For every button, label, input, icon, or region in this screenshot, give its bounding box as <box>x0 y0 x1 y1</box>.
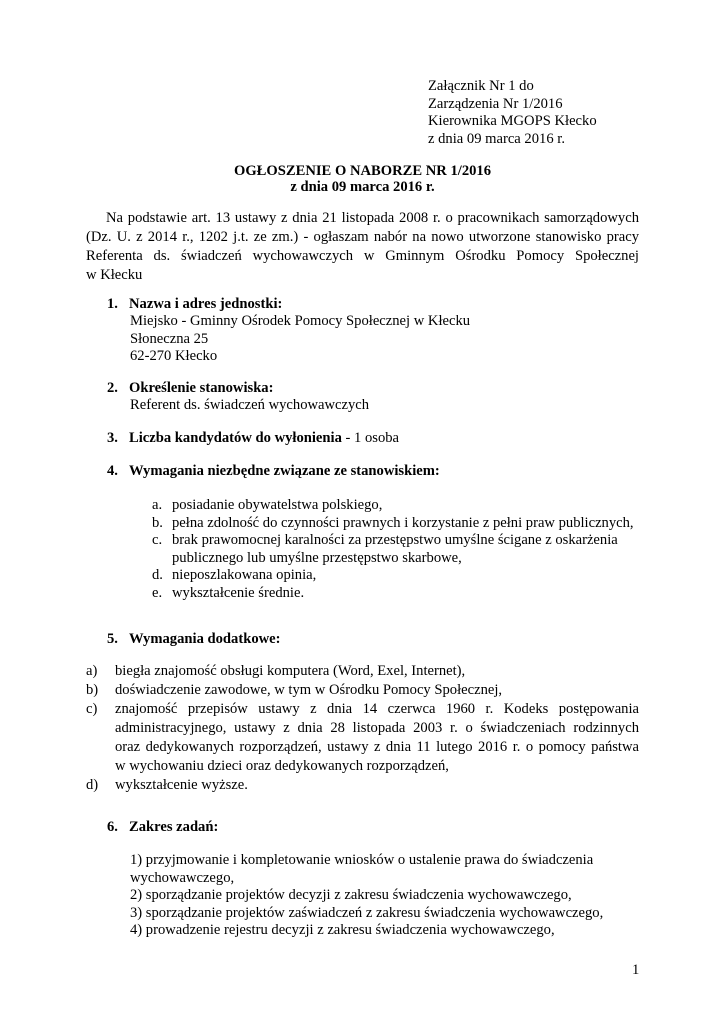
list-text: w wychowaniu dzieci oraz dedykowanych rozporządzeń, <box>115 758 449 774</box>
section-heading: Określenie stanowiska: <box>129 380 274 396</box>
task-line: wychowawczego, <box>130 869 235 886</box>
task-line: 4) prowadzenie rejestru decyzji z zakresu świadczenia wychowawczego, <box>130 922 555 938</box>
requirements-list <box>152 497 634 602</box>
list-item <box>152 567 634 585</box>
list-text: wykształcenie średnie. <box>172 584 305 601</box>
page-number: 1 <box>632 962 640 978</box>
list-text: administracyjnego, ustawy z dnia 28 listopada 2003 r. o świadczeniach rodzinnych <box>115 720 639 736</box>
list-label <box>152 550 172 568</box>
list-item <box>152 585 634 603</box>
annex-line: Kierownika MGOPS Kłecko <box>428 113 597 129</box>
list-text: nieposzlakowana opinia, <box>172 567 317 583</box>
task-line: 3) sporządzanie projektów zaświadczeń z zakresu świadczenia wychowawczego, <box>130 904 604 921</box>
annex-line: Zarządzenia Nr 1/2016 <box>428 95 563 112</box>
list-item <box>86 682 639 701</box>
tasks-list <box>130 852 603 940</box>
address-line: Słoneczna 25 <box>130 330 209 347</box>
additional-requirements-list <box>86 663 639 796</box>
section-heading: Wymagania dodatkowe: <box>129 631 281 647</box>
section-number: 4. <box>107 463 118 479</box>
list-label: b. <box>152 514 163 531</box>
section-heading: Nazwa i adres jednostki: <box>129 296 283 312</box>
section-2 <box>107 380 273 398</box>
list-label: a) <box>86 663 98 679</box>
list-text: znajomość przepisów ustawy z dnia 14 czerwca 1960 r. Kodeks postępowania <box>115 701 639 717</box>
section-heading: Wymagania niezbędne związane ze stanowiskiem: <box>129 463 440 479</box>
list-item <box>152 515 634 533</box>
list-label: d. <box>152 567 163 583</box>
position-name: Referent ds. świadczeń wychowawczych <box>130 397 370 413</box>
document-title <box>0 163 725 195</box>
section-5 <box>107 631 281 649</box>
section-2-body <box>130 397 369 415</box>
section-3 <box>107 430 399 448</box>
list-item <box>86 777 639 796</box>
section-number: 2. <box>107 380 118 396</box>
intro-line: Referenta ds. świadczeń wychowawczych w Gminnym Ośrodku Pomocy Społecznej <box>86 248 639 264</box>
intro-line: (Dz. U. z 2014 r., 1202 j.t. ze zm.) - ogłaszam nabór na nowo utworzone stanowisko pracy <box>86 229 639 245</box>
list-text: biegła znajomość obsługi komputera (Word, Exel, Internet), <box>115 663 466 679</box>
task-line: 2) sporządzanie projektów decyzji z zakresu świadczenia wychowawczego, <box>130 887 572 903</box>
title-line-1: OGŁOSZENIE O NABORZE NR 1/2016 <box>233 163 492 179</box>
intro-paragraph <box>86 210 639 286</box>
annex-header <box>428 78 597 148</box>
list-item <box>86 663 639 682</box>
section-number: 5. <box>107 631 118 647</box>
list-text: wykształcenie wyższe. <box>115 777 248 793</box>
intro-line: Na podstawie art. 13 ustawy z dnia 21 listopada 2008 r. o pracownikach samorządowych <box>106 210 639 226</box>
task-line: 1) przyjmowanie i kompletowanie wniosków o ustalenie prawa do świadczenia <box>130 852 594 868</box>
list-text: posiadanie obywatelstwa polskiego, <box>172 497 383 513</box>
section-number: 1. <box>107 296 118 312</box>
list-label: e. <box>152 584 163 601</box>
list-label: d) <box>86 777 99 793</box>
section-number: 3. <box>107 430 118 446</box>
list-label: c) <box>86 701 98 717</box>
address-line: Miejsko - Gminny Ośrodek Pomocy Społecznej w Kłecku <box>130 313 471 329</box>
section-1 <box>107 296 282 314</box>
list-item <box>152 497 634 515</box>
list-item <box>152 532 634 550</box>
section-heading: Liczba kandydatów do wyłonienia <box>129 430 342 446</box>
annex-line: Załącznik Nr 1 do <box>428 78 534 94</box>
list-label: c. <box>152 532 163 548</box>
address-line: 62-270 Kłecko <box>130 348 218 364</box>
list-item <box>152 550 634 568</box>
section-6 <box>107 819 218 837</box>
list-text: doświadczenie zawodowe, w tym w Ośrodku Pomocy Społecznej, <box>115 682 503 698</box>
annex-line: z dnia 09 marca 2016 r. <box>428 130 565 147</box>
section-4 <box>107 463 440 481</box>
intro-line: w Kłecku <box>86 267 143 283</box>
section-1-body <box>130 313 470 366</box>
title-line-2: z dnia 09 marca 2016 r. <box>290 179 435 195</box>
list-text: publicznego lub umyślne przestępstwo skarbowe, <box>172 549 462 566</box>
list-text: oraz dedykowanych rozporządzeń, ustawy z dnia 11 lutego 2016 r. o pomocy państwa <box>115 739 639 755</box>
list-label: a. <box>152 497 163 513</box>
section-heading: Zakres zadań: <box>129 819 219 835</box>
list-text: pełna zdolność do czynności prawnych i korzystanie z pełni praw publicznych, <box>172 514 634 531</box>
section-number: 6. <box>107 819 118 835</box>
list-label: b) <box>86 682 99 698</box>
candidate-count: - 1 osoba <box>341 430 400 446</box>
list-item <box>86 701 639 777</box>
list-text: brak prawomocnej karalności za przestępstwo umyślne ścigane z oskarżenia <box>172 532 618 548</box>
